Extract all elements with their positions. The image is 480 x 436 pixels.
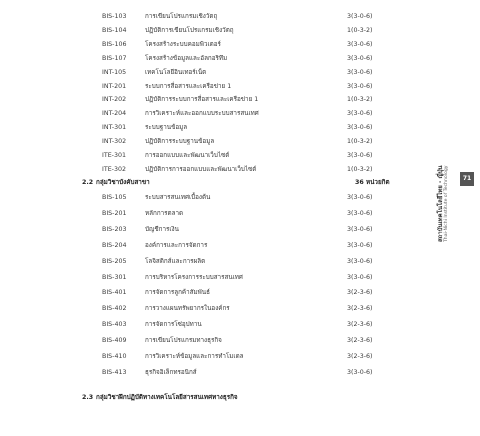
course-code: INT-302 [102, 138, 127, 146]
course-name: การบริหารโครงการระบบสารสนเทศ [145, 273, 243, 281]
institute-name-thai: สถาบันเทคโนโลยีไทย - ญี่ปุ่น [437, 165, 444, 242]
course-code: BIS-203 [102, 225, 127, 233]
course-name: บัญชีการเงิน [145, 225, 179, 233]
course-credit: 3(3-0-6) [347, 40, 373, 48]
course-credit: 3(3-0-6) [347, 13, 373, 20]
page-number: 71 [460, 172, 474, 186]
course-code: INT-204 [102, 110, 127, 118]
course-credit: 3(3-0-6) [347, 194, 373, 201]
course-credit: 3(2-3-6) [347, 337, 373, 345]
course-code: ITE-302 [102, 165, 126, 173]
course-name: ระบบฐานข้อมูล [145, 124, 188, 132]
course-credit: 3(3-0-6) [347, 54, 373, 62]
course-name: การเขียนโปรแกรมเชิงวัตถุ [145, 13, 218, 20]
course-name: โลจิสติกส์และการผลิต [145, 257, 206, 265]
course-code: BIS-409 [102, 337, 127, 345]
course-name: การวิเคราะห์ข้อมูลและการทำโมเดล [145, 353, 244, 360]
course-name: ระบบการสื่อสารและเครือข่าย 1 [145, 82, 232, 90]
course-credit: 3(3-0-6) [347, 225, 373, 233]
course-name: การวิเคราะห์และออกแบบระบบสารสนเทศ [145, 110, 259, 118]
course-credit: 1(0-3-2) [347, 165, 373, 173]
course-name: การจัดการโซ่อุปทาน [145, 321, 202, 329]
section-credit-total: 36 หน่วยกิต [355, 179, 390, 186]
course-credit: 3(3-0-6) [347, 110, 373, 118]
course-code: INT-201 [102, 82, 127, 90]
course-credit: 3(3-0-6) [347, 209, 373, 217]
course-credit: 1(0-3-2) [347, 138, 373, 146]
course-name: ปฏิบัติการเขียนโปรแกรมเชิงวัตถุ [145, 26, 234, 34]
course-code: BIS-106 [102, 40, 127, 48]
course-name: การเขียนโปรแกรมทางธุรกิจ [145, 337, 222, 345]
course-name: ปฏิบัติการการออกแบบและพัฒนาเว็บไซต์ [145, 165, 257, 173]
course-code: BIS-103 [102, 13, 127, 20]
course-code: BIS-201 [102, 209, 127, 217]
course-code: BIS-107 [102, 54, 127, 62]
course-name: การจัดการลูกค้าสัมพันธ์ [145, 289, 210, 297]
course-code: INT-202 [102, 96, 127, 104]
course-credit: 3(3-0-6) [347, 68, 373, 76]
course-code: INT-301 [102, 124, 127, 132]
course-code: BIS-205 [102, 257, 127, 265]
course-credit: 3(3-0-6) [347, 368, 373, 376]
course-name: ธุรกิจอิเล็กทรอนิกส์ [145, 368, 197, 376]
course-code: BIS-105 [102, 194, 127, 201]
course-name: เทคโนโลยีอินเทอร์เน็ต [145, 68, 207, 76]
section-title: กลุ่มวิชาฝึกปฏิบัติทางเทคโนโลยีสารสนเทศทางธุรกิจ [96, 394, 238, 401]
section-title: กลุ่มวิชาบังคับสาขา [96, 179, 150, 186]
course-credit: 3(2-3-6) [347, 289, 373, 297]
section-number: 2.2 [82, 179, 94, 186]
course-credit: 3(2-3-6) [347, 305, 373, 313]
course-name: โครงสร้างระบบคอมพิวเตอร์ [145, 40, 221, 48]
course-name: หลักการตลาด [145, 209, 184, 217]
institute-name-english: Thai-Nichi Institute of Technology [444, 165, 449, 242]
side-tab [432, 160, 458, 242]
course-name: ปฏิบัติการระบบฐานข้อมูล [145, 138, 215, 146]
course-credit: 3(3-0-6) [347, 273, 373, 281]
course-code: BIS-410 [102, 353, 127, 360]
course-code: BIS-104 [102, 26, 127, 34]
course-name: ปฏิบัติการระบบการสื่อสารและเครือข่าย 1 [145, 96, 259, 104]
course-name: การวางแผนทรัพยากรในองค์กร [145, 305, 230, 313]
course-credit: 3(3-0-6) [347, 152, 373, 159]
course-name: องค์การและการจัดการ [145, 241, 208, 249]
course-code: INT-105 [102, 68, 127, 76]
course-code: BIS-413 [102, 368, 127, 376]
course-code: ITE-301 [102, 152, 126, 159]
section-number: 2.3 [82, 394, 94, 401]
course-credit: 3(3-0-6) [347, 124, 373, 132]
course-credit: 3(3-0-6) [347, 241, 373, 249]
course-name: ระบบสารสนเทศเบื้องต้น [145, 194, 211, 201]
course-credit: 3(3-0-6) [347, 82, 373, 90]
course-name: การออกแบบและพัฒนาเว็บไซต์ [145, 152, 230, 159]
course-code: BIS-401 [102, 289, 127, 297]
course-credit: 3(3-0-6) [347, 257, 373, 265]
course-code: BIS-402 [102, 305, 127, 313]
course-credit: 1(0-3-2) [347, 96, 373, 104]
course-code: BIS-301 [102, 273, 127, 281]
course-name: โครงสร้างข้อมูลและอัลกอริทึม [145, 54, 228, 62]
course-code: BIS-403 [102, 321, 127, 329]
course-credit: 3(2-3-6) [347, 353, 373, 360]
course-code: BIS-204 [102, 241, 127, 249]
course-credit: 3(2-3-6) [347, 321, 373, 329]
course-credit: 1(0-3-2) [347, 26, 373, 34]
